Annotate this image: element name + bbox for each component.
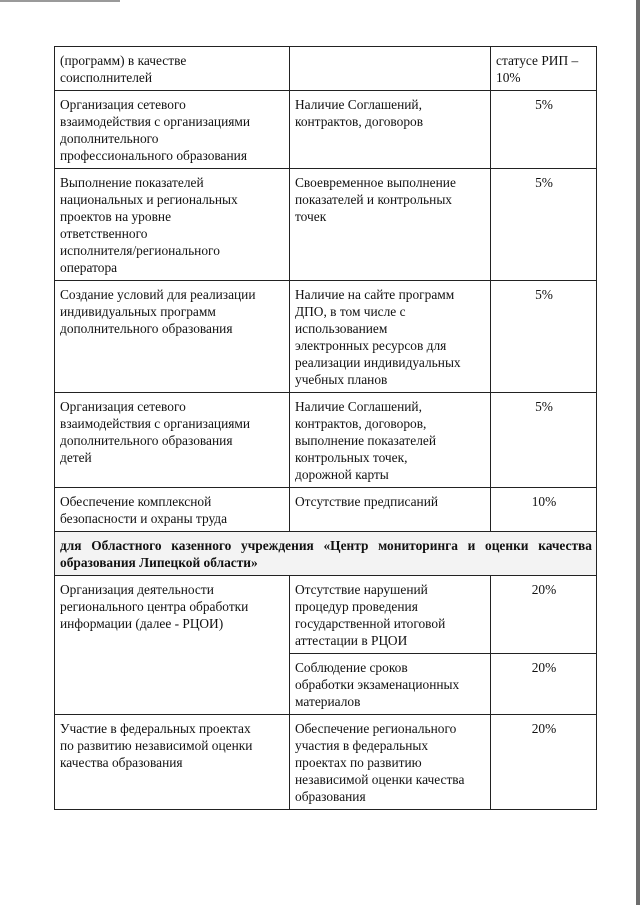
criterion-cell: Организация деятельности регионального центра обработки информации (далее - РЦОИ) — [55, 576, 290, 715]
indicator-cell: Своевременное выполнение показателей и контрольных точек — [290, 169, 491, 281]
criterion-cell: Участие в федеральных проектах по развитию независимой оценки качества образования — [55, 715, 290, 810]
table-row — [55, 393, 597, 488]
indicator-cell: Отсутствие предписаний — [290, 488, 491, 532]
table-row — [55, 281, 597, 393]
table-row — [55, 488, 597, 532]
table-row — [55, 169, 597, 281]
indicator-cell: Обеспечение регионального участия в федеральных проектах по развитию независимой оценки качества образования — [290, 715, 491, 810]
weight-cell: 5% — [491, 393, 597, 488]
weight-cell: 10% — [491, 488, 597, 532]
criterion-cell: Организация сетевого взаимодействия с организациями дополнительного образования детей — [55, 393, 290, 488]
indicator-cell: Наличие Соглашений, контрактов, договоров — [290, 91, 491, 169]
page-edge-shadow — [636, 0, 640, 905]
weight-cell: 5% — [491, 281, 597, 393]
weight-cell: 5% — [491, 91, 597, 169]
indicator-cell: Соблюдение сроков обработки экзаменационных материалов — [290, 654, 491, 715]
indicator-cell: Наличие Соглашений, контрактов, договоров, выполнение показателей контрольных точек, дорожной карты — [290, 393, 491, 488]
indicator-cell: Наличие на сайте программ ДПО, в том числе с использованием электронных ресурсов для реализации индивидуальных учебных планов — [290, 281, 491, 393]
criterion-cell: (программ) в качестве соисполнителей — [55, 47, 290, 91]
section-header-row — [55, 532, 597, 576]
indicator-cell: Отсутствие нарушений процедур проведения государственной итоговой аттестации в РЦОИ — [290, 576, 491, 654]
criterion-cell: Организация сетевого взаимодействия с организациями дополнительного профессионального образования — [55, 91, 290, 169]
weight-cell: статусе РИП – 10% — [491, 47, 597, 91]
criterion-cell: Выполнение показателей национальных и региональных проектов на уровне ответственного исполнителя/регионального оператора — [55, 169, 290, 281]
weight-cell: 20% — [491, 654, 597, 715]
weight-cell: 5% — [491, 169, 597, 281]
criteria-table — [54, 46, 597, 810]
table-row — [55, 47, 597, 91]
indicator-cell — [290, 47, 491, 91]
weight-cell: 20% — [491, 576, 597, 654]
criterion-cell: Обеспечение комплексной безопасности и охраны труда — [55, 488, 290, 532]
criterion-cell: Создание условий для реализации индивидуальных программ дополнительного образования — [55, 281, 290, 393]
top-rule — [0, 0, 120, 2]
weight-cell: 20% — [491, 715, 597, 810]
table-row — [55, 576, 597, 654]
table-row — [55, 91, 597, 169]
table-row — [55, 715, 597, 810]
section-header: для Областного казенного учреждения «Центр мониторинга и оценки качества образования Липецкой области» — [55, 532, 597, 576]
